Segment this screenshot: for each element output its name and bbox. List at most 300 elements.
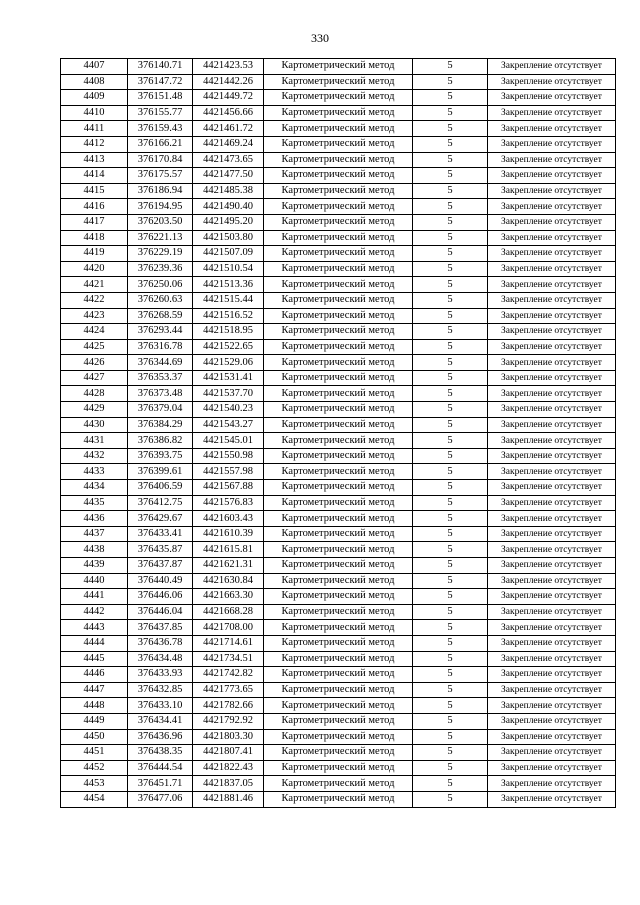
point-number-cell: 4408 — [61, 74, 128, 90]
y-coordinate-cell: 4421807.41 — [193, 745, 264, 761]
x-coordinate-cell: 376438.35 — [128, 745, 193, 761]
method-cell: Картометрический метод — [264, 59, 413, 75]
table-row — [61, 480, 616, 496]
accuracy-cell: 5 — [413, 464, 488, 480]
fixing-status-cell: Закрепление отсутствует — [488, 136, 616, 152]
y-coordinate-cell: 4421516.52 — [193, 308, 264, 324]
method-cell: Картометрический метод — [264, 713, 413, 729]
point-number-cell: 4411 — [61, 121, 128, 137]
accuracy-cell: 5 — [413, 339, 488, 355]
method-cell: Картометрический метод — [264, 355, 413, 371]
point-number-cell: 4441 — [61, 589, 128, 605]
x-coordinate-cell: 376440.49 — [128, 573, 193, 589]
accuracy-cell: 5 — [413, 277, 488, 293]
fixing-status-cell: Закрепление отсутствует — [488, 402, 616, 418]
fixing-status-cell: Закрепление отсутствует — [488, 433, 616, 449]
x-coordinate-cell: 376268.59 — [128, 308, 193, 324]
method-cell: Картометрический метод — [264, 651, 413, 667]
table-row — [61, 698, 616, 714]
x-coordinate-cell: 376229.19 — [128, 246, 193, 262]
table-row — [61, 402, 616, 418]
y-coordinate-cell: 4421515.44 — [193, 292, 264, 308]
method-cell: Картометрический метод — [264, 339, 413, 355]
table-row — [61, 448, 616, 464]
y-coordinate-cell: 4421822.43 — [193, 760, 264, 776]
point-number-cell: 4438 — [61, 542, 128, 558]
method-cell: Картометрический метод — [264, 682, 413, 698]
point-number-cell: 4426 — [61, 355, 128, 371]
point-number-cell: 4444 — [61, 635, 128, 651]
point-number-cell: 4414 — [61, 168, 128, 184]
y-coordinate-cell: 4421550.98 — [193, 448, 264, 464]
x-coordinate-cell: 376260.63 — [128, 292, 193, 308]
y-coordinate-cell: 4421742.82 — [193, 667, 264, 683]
fixing-status-cell: Закрепление отсутствует — [488, 667, 616, 683]
method-cell: Картометрический метод — [264, 214, 413, 230]
fixing-status-cell: Закрепление отсутствует — [488, 760, 616, 776]
y-coordinate-cell: 4421490.40 — [193, 199, 264, 215]
accuracy-cell: 5 — [413, 183, 488, 199]
accuracy-cell: 5 — [413, 59, 488, 75]
fixing-status-cell: Закрепление отсутствует — [488, 370, 616, 386]
x-coordinate-cell: 376433.93 — [128, 667, 193, 683]
method-cell: Картометрический метод — [264, 542, 413, 558]
accuracy-cell: 5 — [413, 355, 488, 371]
fixing-status-cell: Закрепление отсутствует — [488, 511, 616, 527]
point-number-cell: 4446 — [61, 667, 128, 683]
table-row — [61, 308, 616, 324]
accuracy-cell: 5 — [413, 776, 488, 792]
fixing-status-cell: Закрепление отсутствует — [488, 791, 616, 807]
y-coordinate-cell: 4421442.26 — [193, 74, 264, 90]
method-cell: Картометрический метод — [264, 776, 413, 792]
fixing-status-cell: Закрепление отсутствует — [488, 682, 616, 698]
table-row — [61, 339, 616, 355]
fixing-status-cell: Закрепление отсутствует — [488, 745, 616, 761]
accuracy-cell: 5 — [413, 791, 488, 807]
y-coordinate-cell: 4421507.09 — [193, 246, 264, 262]
point-number-cell: 4452 — [61, 760, 128, 776]
page-number: 330 — [311, 31, 329, 45]
x-coordinate-cell: 376373.48 — [128, 386, 193, 402]
fixing-status-cell: Закрепление отсутствует — [488, 526, 616, 542]
fixing-status-cell: Закрепление отсутствует — [488, 308, 616, 324]
accuracy-cell: 5 — [413, 729, 488, 745]
y-coordinate-cell: 4421545.01 — [193, 433, 264, 449]
fixing-status-cell: Закрепление отсутствует — [488, 729, 616, 745]
x-coordinate-cell: 376451.71 — [128, 776, 193, 792]
fixing-status-cell: Закрепление отсутствует — [488, 573, 616, 589]
method-cell: Картометрический метод — [264, 105, 413, 121]
method-cell: Картометрический метод — [264, 433, 413, 449]
y-coordinate-cell: 4421522.65 — [193, 339, 264, 355]
table-row — [61, 355, 616, 371]
method-cell: Картометрический метод — [264, 370, 413, 386]
method-cell: Картометрический метод — [264, 620, 413, 636]
y-coordinate-cell: 4421473.65 — [193, 152, 264, 168]
accuracy-cell: 5 — [413, 105, 488, 121]
x-coordinate-cell: 376444.54 — [128, 760, 193, 776]
table-row — [61, 121, 616, 137]
method-cell: Картометрический метод — [264, 324, 413, 340]
fixing-status-cell: Закрепление отсутствует — [488, 542, 616, 558]
y-coordinate-cell: 4421782.66 — [193, 698, 264, 714]
y-coordinate-cell: 4421543.27 — [193, 417, 264, 433]
method-cell: Картометрический метод — [264, 246, 413, 262]
x-coordinate-cell: 376406.59 — [128, 480, 193, 496]
table-row — [61, 651, 616, 667]
y-coordinate-cell: 4421510.54 — [193, 261, 264, 277]
x-coordinate-cell: 376186.94 — [128, 183, 193, 199]
point-number-cell: 4445 — [61, 651, 128, 667]
table-row — [61, 542, 616, 558]
accuracy-cell: 5 — [413, 589, 488, 605]
fixing-status-cell: Закрепление отсутствует — [488, 230, 616, 246]
point-number-cell: 4436 — [61, 511, 128, 527]
x-coordinate-cell: 376446.04 — [128, 604, 193, 620]
x-coordinate-cell: 376434.48 — [128, 651, 193, 667]
point-number-cell: 4417 — [61, 214, 128, 230]
method-cell: Картометрический метод — [264, 74, 413, 90]
accuracy-cell: 5 — [413, 152, 488, 168]
x-coordinate-cell: 376432.85 — [128, 682, 193, 698]
method-cell: Картометрический метод — [264, 136, 413, 152]
x-coordinate-cell: 376353.37 — [128, 370, 193, 386]
x-coordinate-cell: 376433.10 — [128, 698, 193, 714]
x-coordinate-cell: 376436.78 — [128, 635, 193, 651]
y-coordinate-cell: 4421456.66 — [193, 105, 264, 121]
table-row — [61, 183, 616, 199]
accuracy-cell: 5 — [413, 760, 488, 776]
point-number-cell: 4443 — [61, 620, 128, 636]
table-row — [61, 214, 616, 230]
table-row — [61, 604, 616, 620]
method-cell: Картометрический метод — [264, 402, 413, 418]
y-coordinate-cell: 4421423.53 — [193, 59, 264, 75]
accuracy-cell: 5 — [413, 370, 488, 386]
point-number-cell: 4431 — [61, 433, 128, 449]
y-coordinate-cell: 4421603.43 — [193, 511, 264, 527]
point-number-cell: 4410 — [61, 105, 128, 121]
x-coordinate-cell: 376434.41 — [128, 713, 193, 729]
y-coordinate-cell: 4421714.61 — [193, 635, 264, 651]
table-row — [61, 495, 616, 511]
fixing-status-cell: Закрепление отсутствует — [488, 214, 616, 230]
method-cell: Картометрический метод — [264, 729, 413, 745]
x-coordinate-cell: 376437.87 — [128, 558, 193, 574]
y-coordinate-cell: 4421734.51 — [193, 651, 264, 667]
y-coordinate-cell: 4421557.98 — [193, 464, 264, 480]
fixing-status-cell: Закрепление отсутствует — [488, 199, 616, 215]
point-number-cell: 4425 — [61, 339, 128, 355]
y-coordinate-cell: 4421663.30 — [193, 589, 264, 605]
table-row — [61, 573, 616, 589]
accuracy-cell: 5 — [413, 635, 488, 651]
table-row — [61, 729, 616, 745]
point-number-cell: 4427 — [61, 370, 128, 386]
method-cell: Картометрический метод — [264, 511, 413, 527]
y-coordinate-cell: 4421630.84 — [193, 573, 264, 589]
accuracy-cell: 5 — [413, 433, 488, 449]
x-coordinate-cell: 376239.36 — [128, 261, 193, 277]
fixing-status-cell: Закрепление отсутствует — [488, 776, 616, 792]
x-coordinate-cell: 376293.44 — [128, 324, 193, 340]
x-coordinate-cell: 376140.71 — [128, 59, 193, 75]
table-row — [61, 682, 616, 698]
table-row — [61, 370, 616, 386]
accuracy-cell: 5 — [413, 74, 488, 90]
accuracy-cell: 5 — [413, 620, 488, 636]
accuracy-cell: 5 — [413, 417, 488, 433]
fixing-status-cell: Закрепление отсутствует — [488, 59, 616, 75]
table-row — [61, 635, 616, 651]
method-cell: Картометрический метод — [264, 558, 413, 574]
table-row — [61, 745, 616, 761]
x-coordinate-cell: 376446.06 — [128, 589, 193, 605]
accuracy-cell: 5 — [413, 402, 488, 418]
point-number-cell: 4447 — [61, 682, 128, 698]
accuracy-cell: 5 — [413, 308, 488, 324]
accuracy-cell: 5 — [413, 261, 488, 277]
method-cell: Картометрический метод — [264, 417, 413, 433]
point-number-cell: 4448 — [61, 698, 128, 714]
y-coordinate-cell: 4421576.83 — [193, 495, 264, 511]
point-number-cell: 4450 — [61, 729, 128, 745]
x-coordinate-cell: 376436.96 — [128, 729, 193, 745]
method-cell: Картометрический метод — [264, 573, 413, 589]
point-number-cell: 4434 — [61, 480, 128, 496]
table-row — [61, 90, 616, 106]
method-cell: Картометрический метод — [264, 183, 413, 199]
point-number-cell: 4413 — [61, 152, 128, 168]
table-row — [61, 667, 616, 683]
y-coordinate-cell: 4421518.95 — [193, 324, 264, 340]
y-coordinate-cell: 4421495.20 — [193, 214, 264, 230]
x-coordinate-cell: 376386.82 — [128, 433, 193, 449]
fixing-status-cell: Закрепление отсутствует — [488, 635, 616, 651]
table-row — [61, 246, 616, 262]
fixing-status-cell: Закрепление отсутствует — [488, 448, 616, 464]
x-coordinate-cell: 376429.67 — [128, 511, 193, 527]
point-number-cell: 4451 — [61, 745, 128, 761]
accuracy-cell: 5 — [413, 121, 488, 137]
point-number-cell: 4442 — [61, 604, 128, 620]
table-row — [61, 105, 616, 121]
y-coordinate-cell: 4421529.06 — [193, 355, 264, 371]
fixing-status-cell: Закрепление отсутствует — [488, 90, 616, 106]
fixing-status-cell: Закрепление отсутствует — [488, 620, 616, 636]
fixing-status-cell: Закрепление отсутствует — [488, 339, 616, 355]
method-cell: Картометрический метод — [264, 277, 413, 293]
point-number-cell: 4412 — [61, 136, 128, 152]
method-cell: Картометрический метод — [264, 745, 413, 761]
table-row — [61, 464, 616, 480]
table-row — [61, 589, 616, 605]
fixing-status-cell: Закрепление отсутствует — [488, 277, 616, 293]
table-row — [61, 526, 616, 542]
x-coordinate-cell: 376166.21 — [128, 136, 193, 152]
point-number-cell: 4416 — [61, 199, 128, 215]
y-coordinate-cell: 4421531.41 — [193, 370, 264, 386]
method-cell: Картометрический метод — [264, 760, 413, 776]
accuracy-cell: 5 — [413, 199, 488, 215]
accuracy-cell: 5 — [413, 448, 488, 464]
y-coordinate-cell: 4421537.70 — [193, 386, 264, 402]
table-row — [61, 59, 616, 75]
accuracy-cell: 5 — [413, 168, 488, 184]
fixing-status-cell: Закрепление отсутствует — [488, 417, 616, 433]
accuracy-cell: 5 — [413, 214, 488, 230]
point-number-cell: 4409 — [61, 90, 128, 106]
y-coordinate-cell: 4421668.28 — [193, 604, 264, 620]
fixing-status-cell: Закрепление отсутствует — [488, 74, 616, 90]
method-cell: Картометрический метод — [264, 667, 413, 683]
x-coordinate-cell: 376159.43 — [128, 121, 193, 137]
table-row — [61, 511, 616, 527]
accuracy-cell: 5 — [413, 324, 488, 340]
point-number-cell: 4440 — [61, 573, 128, 589]
x-coordinate-cell: 376344.69 — [128, 355, 193, 371]
table-row — [61, 199, 616, 215]
x-coordinate-cell: 376203.50 — [128, 214, 193, 230]
y-coordinate-cell: 4421792.92 — [193, 713, 264, 729]
table-row — [61, 261, 616, 277]
x-coordinate-cell: 376437.85 — [128, 620, 193, 636]
point-number-cell: 4407 — [61, 59, 128, 75]
y-coordinate-cell: 4421837.05 — [193, 776, 264, 792]
table-row — [61, 277, 616, 293]
coordinates-table — [60, 58, 616, 808]
x-coordinate-cell: 376435.87 — [128, 542, 193, 558]
x-coordinate-cell: 376433.41 — [128, 526, 193, 542]
y-coordinate-cell: 4421803.30 — [193, 729, 264, 745]
table-row — [61, 136, 616, 152]
x-coordinate-cell: 376151.48 — [128, 90, 193, 106]
accuracy-cell: 5 — [413, 713, 488, 729]
point-number-cell: 4423 — [61, 308, 128, 324]
y-coordinate-cell: 4421881.46 — [193, 791, 264, 807]
method-cell: Картометрический метод — [264, 464, 413, 480]
fixing-status-cell: Закрепление отсутствует — [488, 324, 616, 340]
x-coordinate-cell: 376170.84 — [128, 152, 193, 168]
accuracy-cell: 5 — [413, 495, 488, 511]
x-coordinate-cell: 376384.29 — [128, 417, 193, 433]
point-number-cell: 4453 — [61, 776, 128, 792]
accuracy-cell: 5 — [413, 651, 488, 667]
fixing-status-cell: Закрепление отсутствует — [488, 480, 616, 496]
fixing-status-cell: Закрепление отсутствует — [488, 152, 616, 168]
point-number-cell: 4415 — [61, 183, 128, 199]
method-cell: Картометрический метод — [264, 604, 413, 620]
table-row — [61, 558, 616, 574]
point-number-cell: 4424 — [61, 324, 128, 340]
accuracy-cell: 5 — [413, 386, 488, 402]
x-coordinate-cell: 376175.57 — [128, 168, 193, 184]
fixing-status-cell: Закрепление отсутствует — [488, 121, 616, 137]
table-row — [61, 791, 616, 807]
y-coordinate-cell: 4421513.36 — [193, 277, 264, 293]
method-cell: Картометрический метод — [264, 495, 413, 511]
x-coordinate-cell: 376221.13 — [128, 230, 193, 246]
y-coordinate-cell: 4421708.00 — [193, 620, 264, 636]
fixing-status-cell: Закрепление отсутствует — [488, 386, 616, 402]
accuracy-cell: 5 — [413, 136, 488, 152]
accuracy-cell: 5 — [413, 246, 488, 262]
accuracy-cell: 5 — [413, 90, 488, 106]
table-row — [61, 386, 616, 402]
y-coordinate-cell: 4421461.72 — [193, 121, 264, 137]
y-coordinate-cell: 4421567.88 — [193, 480, 264, 496]
table-row — [61, 760, 616, 776]
method-cell: Картометрический метод — [264, 791, 413, 807]
method-cell: Картометрический метод — [264, 292, 413, 308]
x-coordinate-cell: 376412.75 — [128, 495, 193, 511]
table-row — [61, 292, 616, 308]
table-row — [61, 620, 616, 636]
coordinates-table-body — [61, 59, 616, 808]
fixing-status-cell: Закрепление отсутствует — [488, 589, 616, 605]
fixing-status-cell: Закрепление отсутствует — [488, 698, 616, 714]
accuracy-cell: 5 — [413, 526, 488, 542]
fixing-status-cell: Закрепление отсутствует — [488, 464, 616, 480]
fixing-status-cell: Закрепление отсутствует — [488, 261, 616, 277]
fixing-status-cell: Закрепление отсутствует — [488, 183, 616, 199]
x-coordinate-cell: 376393.75 — [128, 448, 193, 464]
fixing-status-cell: Закрепление отсутствует — [488, 651, 616, 667]
table-row — [61, 74, 616, 90]
method-cell: Картометрический метод — [264, 635, 413, 651]
x-coordinate-cell: 376316.78 — [128, 339, 193, 355]
fixing-status-cell: Закрепление отсутствует — [488, 558, 616, 574]
y-coordinate-cell: 4421477.50 — [193, 168, 264, 184]
point-number-cell: 4454 — [61, 791, 128, 807]
table-row — [61, 152, 616, 168]
accuracy-cell: 5 — [413, 480, 488, 496]
fixing-status-cell: Закрепление отсутствует — [488, 105, 616, 121]
method-cell: Картометрический метод — [264, 230, 413, 246]
point-number-cell: 4429 — [61, 402, 128, 418]
table-row — [61, 168, 616, 184]
table-row — [61, 324, 616, 340]
method-cell: Картометрический метод — [264, 261, 413, 277]
accuracy-cell: 5 — [413, 745, 488, 761]
accuracy-cell: 5 — [413, 573, 488, 589]
accuracy-cell: 5 — [413, 558, 488, 574]
x-coordinate-cell: 376477.06 — [128, 791, 193, 807]
fixing-status-cell: Закрепление отсутствует — [488, 292, 616, 308]
y-coordinate-cell: 4421540.23 — [193, 402, 264, 418]
x-coordinate-cell: 376379.04 — [128, 402, 193, 418]
accuracy-cell: 5 — [413, 682, 488, 698]
method-cell: Картометрический метод — [264, 199, 413, 215]
table-row — [61, 417, 616, 433]
y-coordinate-cell: 4421449.72 — [193, 90, 264, 106]
table-row — [61, 433, 616, 449]
accuracy-cell: 5 — [413, 511, 488, 527]
x-coordinate-cell: 376250.06 — [128, 277, 193, 293]
point-number-cell: 4421 — [61, 277, 128, 293]
fixing-status-cell: Закрепление отсутствует — [488, 604, 616, 620]
accuracy-cell: 5 — [413, 667, 488, 683]
method-cell: Картометрический метод — [264, 168, 413, 184]
point-number-cell: 4428 — [61, 386, 128, 402]
y-coordinate-cell: 4421503.80 — [193, 230, 264, 246]
fixing-status-cell: Закрепление отсутствует — [488, 355, 616, 371]
point-number-cell: 4418 — [61, 230, 128, 246]
accuracy-cell: 5 — [413, 604, 488, 620]
method-cell: Картометрический метод — [264, 90, 413, 106]
method-cell: Картометрический метод — [264, 386, 413, 402]
